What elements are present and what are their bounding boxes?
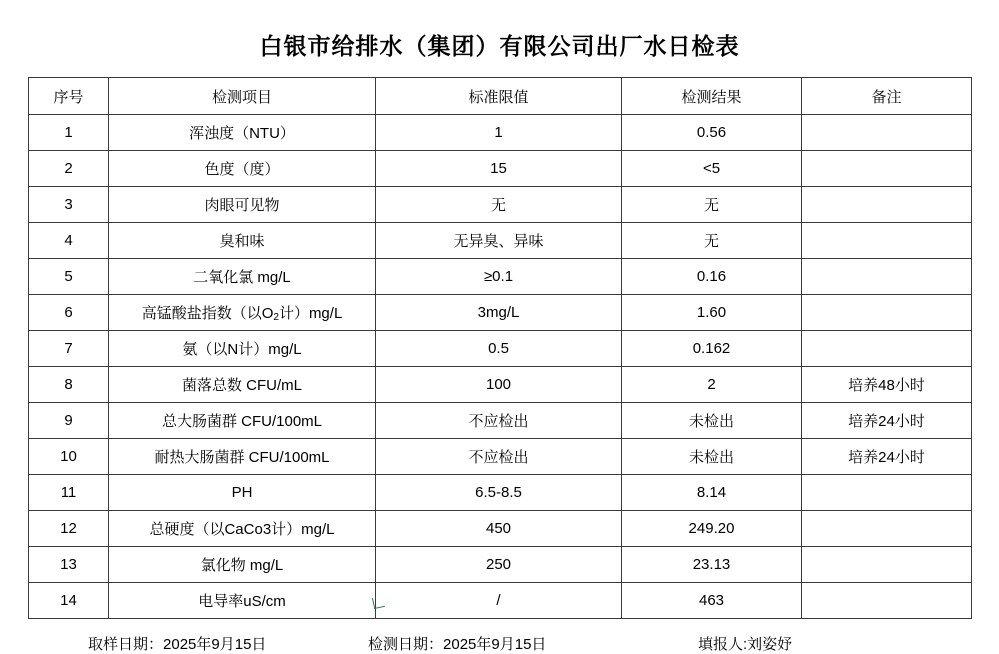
- cell-limit: ≥0.1: [376, 259, 622, 295]
- cell-result: 249.20: [622, 511, 802, 547]
- cell-item: 总大肠菌群 CFU/100mL: [109, 403, 376, 439]
- cell-limit: 15: [376, 151, 622, 187]
- cell-limit: 无异臭、异味: [376, 223, 622, 259]
- cell-limit: 450: [376, 511, 622, 547]
- cell-no: 10: [29, 439, 109, 475]
- cell-no: 8: [29, 367, 109, 403]
- column-header-no: 序号: [29, 78, 109, 115]
- cell-no: 6: [29, 295, 109, 331]
- table-row: [29, 547, 972, 583]
- cell-note: [802, 583, 972, 619]
- table-row: [29, 187, 972, 223]
- cell-item: 氯化物 mg/L: [109, 547, 376, 583]
- filler-label: 填报人:: [698, 636, 748, 653]
- footer: [28, 619, 971, 654]
- testing-date-label: 检测日期：: [368, 636, 444, 653]
- page-title: 白银市给排水（集团）有限公司出厂水日检表: [259, 33, 740, 59]
- cell-limit: 不应检出: [376, 439, 622, 475]
- cell-item: 浑浊度（NTU）: [109, 115, 376, 151]
- sampling-date-value: 2025年9月15日: [163, 636, 267, 653]
- cell-item: [109, 295, 376, 331]
- cell-no: 11: [29, 475, 109, 511]
- table-header: [29, 78, 972, 115]
- report-table-wrap: [28, 77, 971, 619]
- cell-item: 臭和味: [109, 223, 376, 259]
- cell-no: 9: [29, 403, 109, 439]
- cell-limit: 无: [376, 187, 622, 223]
- check-mark-icon: [372, 596, 385, 609]
- table-row: [29, 331, 972, 367]
- cell-limit: 3mg/L: [376, 295, 622, 331]
- testing-date-group: [368, 633, 698, 654]
- cell-limit: 1: [376, 115, 622, 151]
- table-row: [29, 583, 972, 619]
- cell-result: 0.56: [622, 115, 802, 151]
- table-row: [29, 259, 972, 295]
- cell-item: 菌落总数 CFU/mL: [109, 367, 376, 403]
- cell-result: 2: [622, 367, 802, 403]
- cell-note: [802, 259, 972, 295]
- column-header-note: 备注: [802, 78, 972, 115]
- cell-result: 463: [622, 583, 802, 619]
- cell-note: [802, 115, 972, 151]
- cell-no: 1: [29, 115, 109, 151]
- cell-result: 8.14: [622, 475, 802, 511]
- cell-no: 14: [29, 583, 109, 619]
- cell-item: 耐热大肠菌群 CFU/100mL: [109, 439, 376, 475]
- cell-item-subscript: 2: [273, 312, 279, 323]
- cell-note: 培养48小时: [802, 367, 972, 403]
- cell-result: 0.16: [622, 259, 802, 295]
- sampling-date-label: 取样日期：: [88, 636, 164, 653]
- cell-no: 2: [29, 151, 109, 187]
- cell-no: 3: [29, 187, 109, 223]
- table-row: [29, 403, 972, 439]
- cell-note: [802, 295, 972, 331]
- cell-note: [802, 187, 972, 223]
- cell-item: PH: [109, 475, 376, 511]
- table-row: [29, 115, 972, 151]
- cell-limit: 不应检出: [376, 403, 622, 439]
- cell-note: 培养24小时: [802, 439, 972, 475]
- cell-note: [802, 475, 972, 511]
- table-header-row: [29, 78, 972, 115]
- cell-limit: 250: [376, 547, 622, 583]
- cell-item-text-tail: 计）mg/L: [278, 305, 343, 322]
- cell-result: 未检出: [622, 403, 802, 439]
- cell-limit: 0.5: [376, 331, 622, 367]
- cell-no: 5: [29, 259, 109, 295]
- cell-limit: /: [376, 583, 622, 619]
- cell-note: [802, 331, 972, 367]
- cell-item: 氨（以N计）mg/L: [109, 331, 376, 367]
- table-row: [29, 475, 972, 511]
- table-row: [29, 511, 972, 547]
- cell-note: [802, 547, 972, 583]
- sampling-date-group: [28, 633, 368, 654]
- cell-note: 培养24小时: [802, 403, 972, 439]
- water-quality-table: [28, 77, 972, 619]
- cell-item: 色度（度）: [109, 151, 376, 187]
- cell-item: 肉眼可见物: [109, 187, 376, 223]
- cell-note: [802, 151, 972, 187]
- filler-group: [698, 633, 938, 654]
- cell-no: 13: [29, 547, 109, 583]
- cell-item: 总硬度（以CaCo3计）mg/L: [109, 511, 376, 547]
- cell-limit: 100: [376, 367, 622, 403]
- filler-name: 刘姿妤: [747, 636, 793, 653]
- cell-item: 电导率uS/cm: [109, 583, 376, 619]
- column-header-limit: 标准限值: [376, 78, 622, 115]
- cell-note: [802, 223, 972, 259]
- testing-date-value: 2025年9月15日: [443, 636, 547, 653]
- cell-result: 未检出: [622, 439, 802, 475]
- cell-limit: 6.5-8.5: [376, 475, 622, 511]
- cell-result: <5: [622, 151, 802, 187]
- table-row: [29, 367, 972, 403]
- column-header-result: 检测结果: [622, 78, 802, 115]
- cell-no: 7: [29, 331, 109, 367]
- cell-result: 1.60: [622, 295, 802, 331]
- table-row: [29, 295, 972, 331]
- cell-item: 二氧化氯 mg/L: [109, 259, 376, 295]
- cell-note: [802, 511, 972, 547]
- cell-result: 无: [622, 223, 802, 259]
- column-header-item: 检测项目: [109, 78, 376, 115]
- table-body: [29, 115, 972, 619]
- table-row: [29, 223, 972, 259]
- cell-result: 无: [622, 187, 802, 223]
- cell-result: 23.13: [622, 547, 802, 583]
- cell-no: 12: [29, 511, 109, 547]
- table-row: [29, 439, 972, 475]
- cell-no: 4: [29, 223, 109, 259]
- table-row: [29, 151, 972, 187]
- cell-result: 0.162: [622, 331, 802, 367]
- cell-item-text: 高锰酸盐指数（以O: [141, 305, 274, 322]
